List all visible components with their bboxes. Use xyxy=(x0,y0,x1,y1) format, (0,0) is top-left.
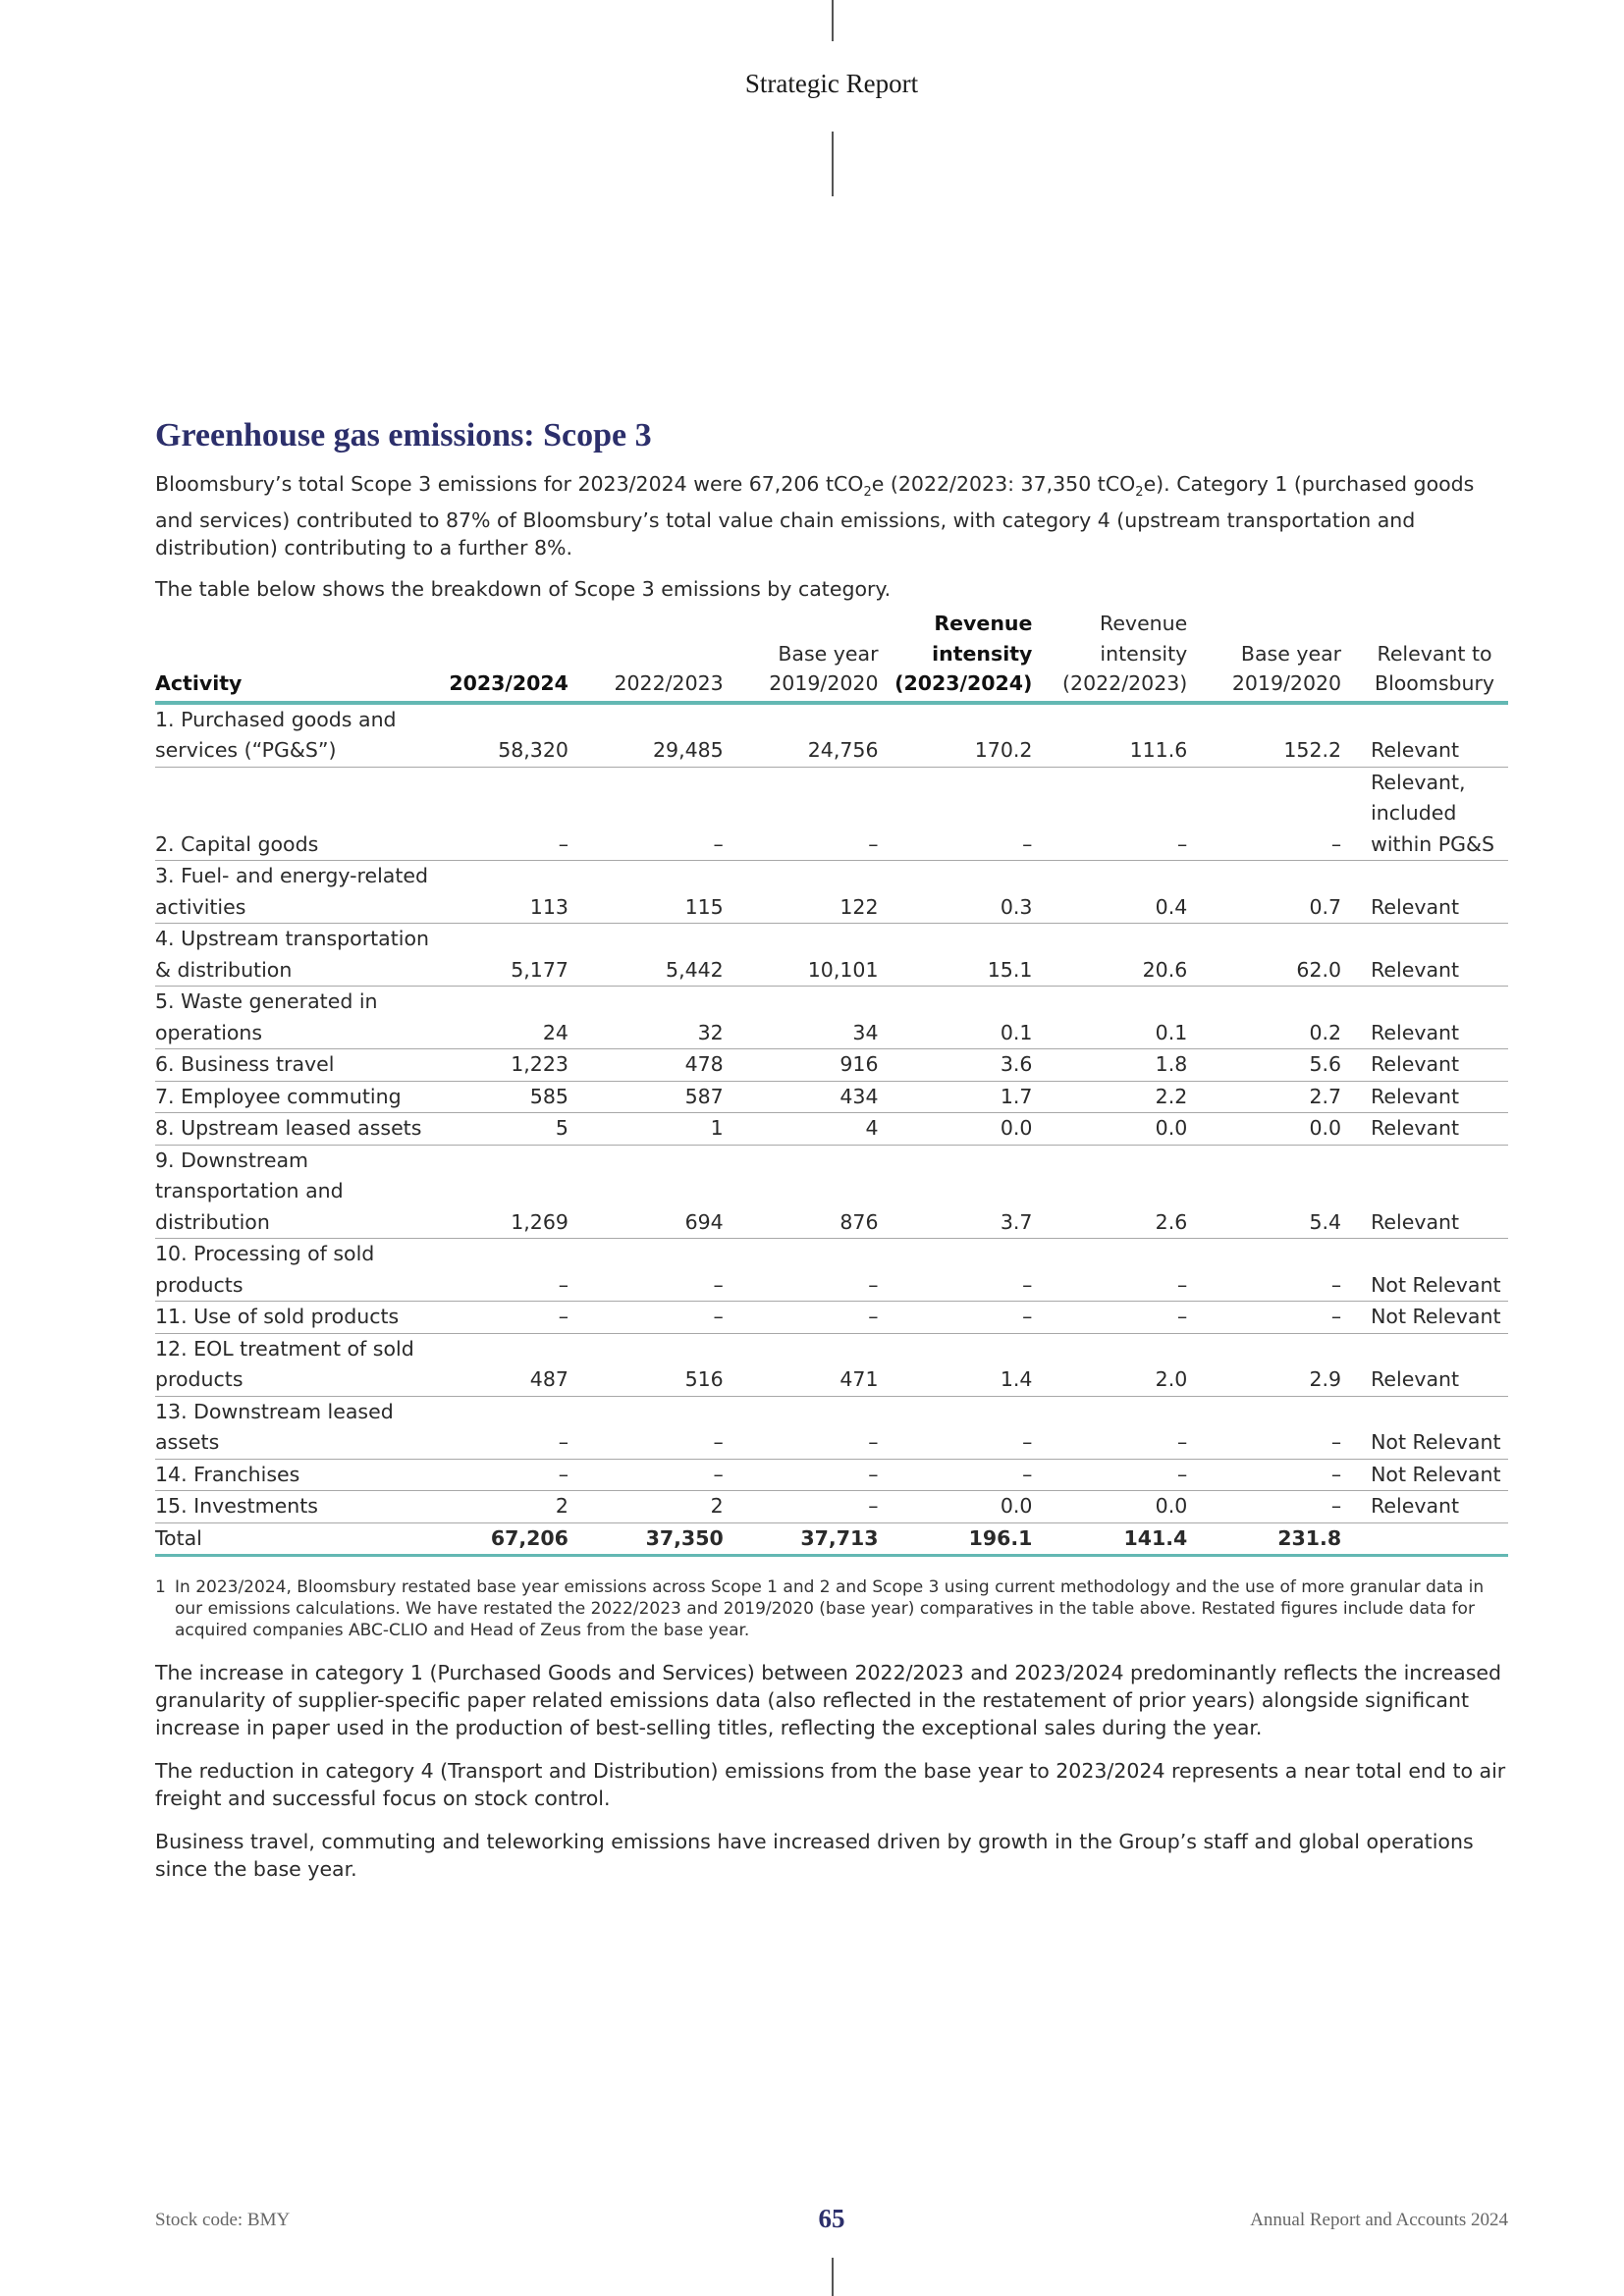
cell-v2023: 5,442 xyxy=(568,924,724,987)
cell-base: 876 xyxy=(724,1145,879,1239)
cell-relevant: Relevant xyxy=(1341,1113,1508,1146)
cell-ri2024: – xyxy=(879,767,1033,861)
cell-v2023: 478 xyxy=(568,1049,724,1082)
cell-ri2023: 2.2 xyxy=(1032,1081,1187,1113)
cell-ri2024: 15.1 xyxy=(879,924,1033,987)
cell-ribase: – xyxy=(1187,1239,1341,1302)
table-total-row xyxy=(155,1522,1508,1556)
cell-ribase: 2.9 xyxy=(1187,1333,1341,1396)
cell-v2024: 5 xyxy=(449,1113,568,1146)
cell-relevant: Relevant xyxy=(1341,924,1508,987)
cell-ri2024: – xyxy=(879,1396,1033,1459)
table-row xyxy=(155,1239,1508,1302)
cell-ri2023: – xyxy=(1032,767,1187,861)
table-row xyxy=(155,1459,1508,1491)
cell-v2024: 2 xyxy=(449,1491,568,1523)
cell-v2023: 516 xyxy=(568,1333,724,1396)
commentary-paragraph-2: The reduction in category 4 (Transport and Distribution) emissions from the base year to 2023/2024 represents a near total end to air freight and successful focus on stock control. xyxy=(155,1759,1506,1811)
page-number: 65 xyxy=(818,2204,845,2233)
cell-v2023: 37,350 xyxy=(568,1522,724,1556)
cell-ribase: 152.2 xyxy=(1187,703,1341,768)
cell-activity: 7. Employee commuting xyxy=(155,1081,449,1113)
cell-v2024: – xyxy=(449,1239,568,1302)
cell-activity: 3. Fuel- and energy-related activities xyxy=(155,861,449,924)
cell-ri2023: 20.6 xyxy=(1032,924,1187,987)
cell-ri2024: – xyxy=(879,1459,1033,1491)
cell-ri2023: 0.1 xyxy=(1032,987,1187,1049)
main-content xyxy=(155,417,1508,1883)
cell-relevant: Not Relevant xyxy=(1341,1396,1508,1459)
cell-ri2024: 1.7 xyxy=(879,1081,1033,1113)
cell-ribase: 0.7 xyxy=(1187,861,1341,924)
cell-relevant: Not Relevant xyxy=(1341,1302,1508,1334)
cell-base: – xyxy=(724,1239,879,1302)
cell-ri2024: 0.3 xyxy=(879,861,1033,924)
cell-ribase: – xyxy=(1187,1491,1341,1523)
cell-base: 122 xyxy=(724,861,879,924)
cell-base: 10,101 xyxy=(724,924,879,987)
cell-activity: 15. Investments xyxy=(155,1491,449,1523)
cell-activity: 5. Waste generated in operations xyxy=(155,987,449,1049)
cell-v2023: 29,485 xyxy=(568,703,724,768)
page-footer xyxy=(155,2204,1508,2243)
cell-ribase: 62.0 xyxy=(1187,924,1341,987)
cell-v2023: 587 xyxy=(568,1081,724,1113)
cell-base: 434 xyxy=(724,1081,879,1113)
header-revenue-intensity-2023-2024: Revenue intensity (2023/2024) xyxy=(879,609,1033,703)
cell-v2024: 67,206 xyxy=(449,1522,568,1556)
cell-base: 4 xyxy=(724,1113,879,1146)
header-2022-2023: 2022/2023 xyxy=(568,609,724,703)
cell-base: 34 xyxy=(724,987,879,1049)
table-row xyxy=(155,1396,1508,1459)
cell-ri2023: 0.0 xyxy=(1032,1491,1187,1523)
cell-ri2023: – xyxy=(1032,1302,1187,1334)
cell-relevant: Relevant xyxy=(1341,703,1508,768)
cell-v2024: – xyxy=(449,1302,568,1334)
cell-ribase: – xyxy=(1187,1459,1341,1491)
running-header: Strategic Report xyxy=(744,69,919,98)
cell-v2023: 1 xyxy=(568,1113,724,1146)
cell-base: 37,713 xyxy=(724,1522,879,1556)
table-row xyxy=(155,1145,1508,1239)
cell-v2024: – xyxy=(449,1396,568,1459)
intro-paragraph xyxy=(155,470,1508,561)
cell-ri2024: 3.7 xyxy=(879,1145,1033,1239)
table-row xyxy=(155,1113,1508,1146)
report-name: Annual Report and Accounts 2024 xyxy=(1250,2210,1508,2230)
cell-activity: 11. Use of sold products xyxy=(155,1302,449,1334)
cell-base: – xyxy=(724,1459,879,1491)
cell-relevant: Relevant xyxy=(1341,987,1508,1049)
commentary-paragraph-3: Business travel, commuting and teleworking emissions have increased driven by growth in the Group’s staff and global operations since the base year. xyxy=(155,1830,1474,1882)
cell-v2024: 487 xyxy=(449,1333,568,1396)
cell-relevant: Not Relevant xyxy=(1341,1459,1508,1491)
table-row xyxy=(155,1081,1508,1113)
header-2023-2024: 2023/2024 xyxy=(449,609,568,703)
cell-relevant xyxy=(1341,1522,1508,1556)
cell-v2024: 5,177 xyxy=(449,924,568,987)
cell-ribase: 0.0 xyxy=(1187,1113,1341,1146)
cell-ri2023: – xyxy=(1032,1239,1187,1302)
footnote-number: 1 xyxy=(155,1577,166,1598)
header-base-year: Base year 2019/2020 xyxy=(724,609,879,703)
cell-base: – xyxy=(724,767,879,861)
table-intro: The table below shows the breakdown of Scope 3 emissions by category. xyxy=(155,577,892,602)
cell-relevant: Relevant xyxy=(1341,1081,1508,1113)
cell-v2023: 694 xyxy=(568,1145,724,1239)
cell-relevant: Relevant xyxy=(1341,1333,1508,1396)
table-row xyxy=(155,1333,1508,1396)
cell-v2024: – xyxy=(449,767,568,861)
cell-ri2024: – xyxy=(879,1239,1033,1302)
intro-text-3: e). Category 1 (purchased goods and services) contributed to 87% of Bloomsbury’s total value chain emissions, with category 4 (upstream transportation and distribution) contributing to a further 8%. xyxy=(155,472,1475,561)
cell-base: – xyxy=(724,1396,879,1459)
cell-ri2024: 0.0 xyxy=(879,1113,1033,1146)
cell-v2023: – xyxy=(568,1302,724,1334)
cell-v2023: – xyxy=(568,1459,724,1491)
commentary xyxy=(155,1659,1508,1883)
cell-v2023: 2 xyxy=(568,1491,724,1523)
table-row xyxy=(155,767,1508,861)
cell-ribase: 5.4 xyxy=(1187,1145,1341,1239)
table-row xyxy=(155,861,1508,924)
cell-ribase: 5.6 xyxy=(1187,1049,1341,1082)
cell-activity: 4. Upstream transportation & distribution xyxy=(155,924,449,987)
cell-base: 916 xyxy=(724,1049,879,1082)
subscript-2: 2 xyxy=(863,485,872,501)
cell-relevant: Relevant xyxy=(1341,1049,1508,1082)
cell-v2024: 113 xyxy=(449,861,568,924)
cell-v2023: – xyxy=(568,1396,724,1459)
subscript-2: 2 xyxy=(1135,485,1144,501)
table-row xyxy=(155,924,1508,987)
header-relevant: Relevant to Bloomsbury xyxy=(1341,609,1508,703)
cell-relevant: Relevant, included within PG&S xyxy=(1341,767,1508,861)
cell-ri2024: 3.6 xyxy=(879,1049,1033,1082)
cell-activity: 6. Business travel xyxy=(155,1049,449,1082)
footer-divider-line xyxy=(832,2258,834,2296)
table-row xyxy=(155,1049,1508,1082)
cell-ri2023: 0.0 xyxy=(1032,1113,1187,1146)
cell-ri2023: 111.6 xyxy=(1032,703,1187,768)
cell-activity: 10. Processing of sold products xyxy=(155,1239,449,1302)
header-base-year-intensity: Base year 2019/2020 xyxy=(1187,609,1341,703)
cell-ri2023: – xyxy=(1032,1459,1187,1491)
table-row xyxy=(155,1491,1508,1523)
table-row xyxy=(155,703,1508,768)
cell-ribase: 0.2 xyxy=(1187,987,1341,1049)
cell-v2024: 585 xyxy=(449,1081,568,1113)
cell-base: – xyxy=(724,1491,879,1523)
header-divider-line xyxy=(832,132,834,196)
top-divider-line xyxy=(832,0,834,41)
cell-v2023: 32 xyxy=(568,987,724,1049)
cell-v2023: – xyxy=(568,767,724,861)
cell-activity: Total xyxy=(155,1522,449,1556)
cell-ri2023: 141.4 xyxy=(1032,1522,1187,1556)
footnote-text: In 2023/2024, Bloomsbury restated base year emissions across Scope 1 and 2 and Scope 3 using current methodology and the use of more granular data in our emissions calculations. We have restated the 2022/2023 and 2019/2020 (base year) comparatives in the table above. Restated figures include data for acquired companies ABC-CLIO and Head of Zeus from the base year. xyxy=(175,1577,1485,1641)
cell-ri2023: 2.6 xyxy=(1032,1145,1187,1239)
cell-ri2024: 170.2 xyxy=(879,703,1033,768)
table-header xyxy=(155,609,1508,703)
cell-v2024: – xyxy=(449,1459,568,1491)
cell-ribase: 2.7 xyxy=(1187,1081,1341,1113)
cell-ribase: – xyxy=(1187,1302,1341,1334)
header-revenue-intensity-2022-2023: Revenue intensity (2022/2023) xyxy=(1032,609,1187,703)
cell-v2023: 115 xyxy=(568,861,724,924)
cell-ri2024: 0.1 xyxy=(879,987,1033,1049)
cell-activity: 14. Franchises xyxy=(155,1459,449,1491)
cell-base: 471 xyxy=(724,1333,879,1396)
cell-ribase: – xyxy=(1187,1396,1341,1459)
cell-ri2023: 0.4 xyxy=(1032,861,1187,924)
cell-v2024: 1,223 xyxy=(449,1049,568,1082)
cell-ri2023: 2.0 xyxy=(1032,1333,1187,1396)
cell-activity: 9. Downstream transportation and distribution xyxy=(155,1145,449,1239)
section-title: Greenhouse gas emissions: Scope 3 xyxy=(155,417,652,454)
cell-ri2023: 1.8 xyxy=(1032,1049,1187,1082)
intro-text-2: e (2022/2023: 37,350 tCO xyxy=(871,472,1136,496)
cell-ri2024: – xyxy=(879,1302,1033,1334)
cell-ri2024: 196.1 xyxy=(879,1522,1033,1556)
cell-activity: 13. Downstream leased assets xyxy=(155,1396,449,1459)
table-row xyxy=(155,987,1508,1049)
table-body xyxy=(155,703,1508,1556)
cell-activity: 1. Purchased goods and services (“PG&S”) xyxy=(155,703,449,768)
scope3-table xyxy=(155,609,1508,1557)
cell-relevant: Not Relevant xyxy=(1341,1239,1508,1302)
footnote xyxy=(155,1576,1508,1641)
cell-ri2024: 0.0 xyxy=(879,1491,1033,1523)
commentary-paragraph-1: The increase in category 1 (Purchased Goods and Services) between 2022/2023 and 2023/2024 predominantly reflects the increased granularity of supplier-specific paper related emissions data (also reflected in the restatement of prior years) alongside significant increase in paper used in the production of best-selling titles, reflecting the exceptional sales during the year. xyxy=(155,1661,1502,1740)
cell-ribase: 231.8 xyxy=(1187,1522,1341,1556)
cell-v2023: – xyxy=(568,1239,724,1302)
cell-base: 24,756 xyxy=(724,703,879,768)
header-activity: Activity xyxy=(155,609,449,703)
table-row xyxy=(155,1302,1508,1334)
cell-ri2023: – xyxy=(1032,1396,1187,1459)
intro-text-1: Bloomsbury’s total Scope 3 emissions for 2023/2024 were 67,206 tCO xyxy=(155,472,864,496)
cell-relevant: Relevant xyxy=(1341,861,1508,924)
cell-activity: 8. Upstream leased assets xyxy=(155,1113,449,1146)
stock-code: Stock code: BMY xyxy=(155,2210,291,2230)
cell-relevant: Relevant xyxy=(1341,1145,1508,1239)
cell-activity: 12. EOL treatment of sold products xyxy=(155,1333,449,1396)
cell-relevant: Relevant xyxy=(1341,1491,1508,1523)
cell-activity: 2. Capital goods xyxy=(155,767,449,861)
cell-v2024: 1,269 xyxy=(449,1145,568,1239)
cell-v2024: 58,320 xyxy=(449,703,568,768)
cell-ri2024: 1.4 xyxy=(879,1333,1033,1396)
cell-base: – xyxy=(724,1302,879,1334)
cell-ribase: – xyxy=(1187,767,1341,861)
cell-v2024: 24 xyxy=(449,987,568,1049)
